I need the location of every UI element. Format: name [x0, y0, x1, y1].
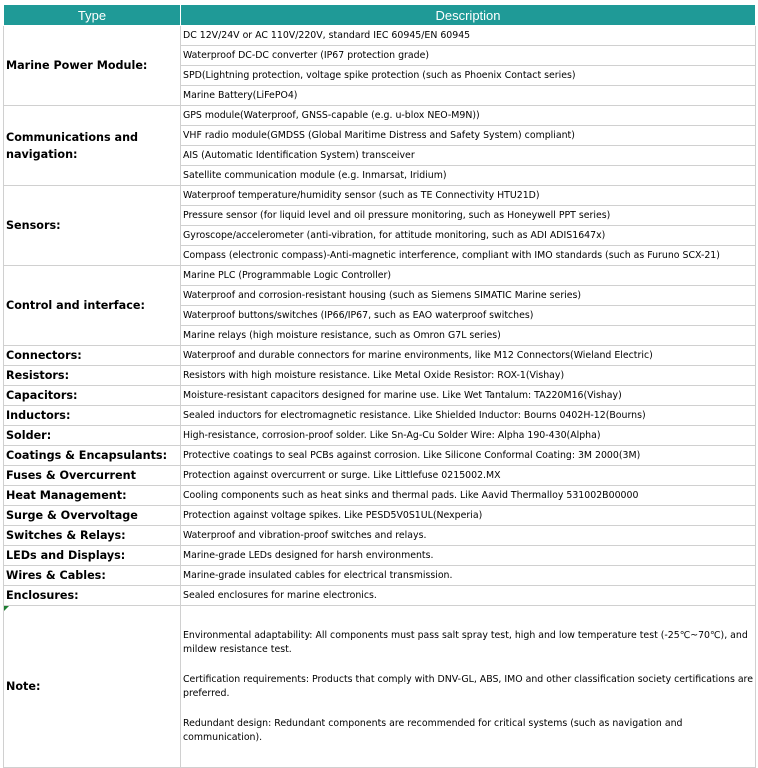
description-cell[interactable]: Waterproof DC-DC converter (IP67 protection grade) — [181, 46, 756, 66]
note-paragraph-certification: Certification requirements: Products that comply with DNV-GL, ABS, IMO and other classification society certifications are preferred. — [183, 673, 753, 699]
type-cell[interactable]: Capacitors: — [4, 386, 181, 406]
component-table — [3, 4, 756, 768]
description-cell[interactable]: Sealed enclosures for marine electronics. — [181, 586, 756, 606]
type-cell[interactable]: Connectors: — [4, 346, 181, 366]
table-row — [4, 266, 756, 286]
table-row — [4, 106, 756, 126]
description-cell[interactable]: AIS (Automatic Identification System) transceiver — [181, 146, 756, 166]
description-cell[interactable]: Compass (electronic compass)-Anti-magnetic interference, compliant with IMO standards (such as Furuno SCX-21) — [181, 246, 756, 266]
table-row — [4, 526, 756, 546]
description-cell[interactable]: Marine-grade insulated cables for electrical transmission. — [181, 566, 756, 586]
table-row — [4, 366, 756, 386]
table-row — [4, 466, 756, 486]
description-cell[interactable]: Waterproof temperature/humidity sensor (such as TE Connectivity HTU21D) — [181, 186, 756, 206]
type-cell[interactable]: Inductors: — [4, 406, 181, 426]
table-row — [4, 426, 756, 446]
description-cell[interactable]: DC 12V/24V or AC 110V/220V, standard IEC 60945/EN 60945 — [181, 26, 756, 46]
table-row — [4, 186, 756, 206]
description-cell[interactable]: GPS module(Waterproof, GNSS-capable (e.g. u-blox NEO-M9N)) — [181, 106, 756, 126]
type-cell[interactable]: Wires & Cables: — [4, 566, 181, 586]
table-row — [4, 586, 756, 606]
description-cell[interactable]: High-resistance, corrosion-proof solder. Like Sn-Ag-Cu Solder Wire: Alpha 190-430(Alpha) — [181, 426, 756, 446]
table-row — [4, 506, 756, 526]
type-cell[interactable]: Control and interface: — [4, 266, 181, 346]
type-cell[interactable]: Fuses & Overcurrent — [4, 466, 181, 486]
type-cell[interactable]: Coatings & Encapsulants: — [4, 446, 181, 466]
description-cell[interactable]: Waterproof and vibration-proof switches and relays. — [181, 526, 756, 546]
description-cell[interactable]: Marine Battery(LiFePO4) — [181, 86, 756, 106]
description-cell[interactable]: Cooling components such as heat sinks and thermal pads. Like Aavid Thermalloy 531002B00000 — [181, 486, 756, 506]
description-cell[interactable]: Protection against voltage spikes. Like PESD5V0S1UL(Nexperia) — [181, 506, 756, 526]
type-cell[interactable]: Communications and navigation: — [4, 106, 181, 186]
table-body — [4, 26, 756, 768]
header-type: Type — [4, 5, 181, 26]
type-cell[interactable]: LEDs and Displays: — [4, 546, 181, 566]
description-cell[interactable]: Gyroscope/accelerometer (anti-vibration, for attitude monitoring, such as ADI ADIS1647x) — [181, 226, 756, 246]
description-cell[interactable]: Waterproof and durable connectors for marine environments, like M12 Connectors(Wieland Electric) — [181, 346, 756, 366]
table-row — [4, 546, 756, 566]
type-cell[interactable]: Heat Management: — [4, 486, 181, 506]
description-cell[interactable]: Sealed inductors for electromagnetic resistance. Like Shielded Inductor: Bourns 0402H-12(Bourns) — [181, 406, 756, 426]
description-cell[interactable]: VHF radio module(GMDSS (Global Maritime Distress and Safety System) compliant) — [181, 126, 756, 146]
header-description: Description — [181, 5, 756, 26]
note-description-cell[interactable] — [181, 606, 756, 768]
table-row — [4, 386, 756, 406]
description-cell[interactable]: Marine PLC (Programmable Logic Controller) — [181, 266, 756, 286]
description-cell[interactable]: Resistors with high moisture resistance. Like Metal Oxide Resistor: ROX-1(Vishay) — [181, 366, 756, 386]
note-paragraph-redundancy: Redundant design: Redundant components are recommended for critical systems (such as navigation and communication). — [183, 717, 683, 743]
description-cell[interactable]: SPD(Lightning protection, voltage spike protection (such as Phoenix Contact series) — [181, 66, 756, 86]
type-cell[interactable]: Solder: — [4, 426, 181, 446]
table-row — [4, 26, 756, 46]
type-cell[interactable]: Sensors: — [4, 186, 181, 266]
type-cell[interactable]: Enclosures: — [4, 586, 181, 606]
type-cell[interactable]: Resistors: — [4, 366, 181, 386]
table-row — [4, 446, 756, 466]
description-cell[interactable]: Pressure sensor (for liquid level and oil pressure monitoring, such as Honeywell PPT series) — [181, 206, 756, 226]
description-cell[interactable]: Protective coatings to seal PCBs against corrosion. Like Silicone Conformal Coating: 3M 2000(3M) — [181, 446, 756, 466]
type-cell[interactable]: Marine Power Module: — [4, 26, 181, 106]
table-row — [4, 346, 756, 366]
description-cell[interactable]: Satellite communication module (e.g. Inmarsat, Iridium) — [181, 166, 756, 186]
description-cell[interactable]: Waterproof and corrosion-resistant housing (such as Siemens SIMATIC Marine series) — [181, 286, 756, 306]
description-cell[interactable]: Moisture-resistant capacitors designed for marine use. Like Wet Tantalum: TA220M16(Vishay) — [181, 386, 756, 406]
description-cell[interactable]: Protection against overcurrent or surge. Like Littlefuse 0215002.MX — [181, 466, 756, 486]
table-row — [4, 566, 756, 586]
header-row — [4, 5, 756, 26]
table-row — [4, 486, 756, 506]
note-type-cell[interactable]: Note: — [4, 606, 181, 768]
note-row — [4, 606, 756, 768]
type-cell[interactable]: Switches & Relays: — [4, 526, 181, 546]
description-cell[interactable]: Marine-grade LEDs designed for harsh environments. — [181, 546, 756, 566]
description-cell[interactable]: Waterproof buttons/switches (IP66/IP67, such as EAO waterproof switches) — [181, 306, 756, 326]
table-row — [4, 406, 756, 426]
type-cell[interactable]: Surge & Overvoltage — [4, 506, 181, 526]
note-paragraph-environment: Environmental adaptability: All components must pass salt spray test, high and low temperature test (-25℃~70℃), and mildew resistance test. — [183, 629, 748, 655]
description-cell[interactable]: Marine relays (high moisture resistance, such as Omron G7L series) — [181, 326, 756, 346]
